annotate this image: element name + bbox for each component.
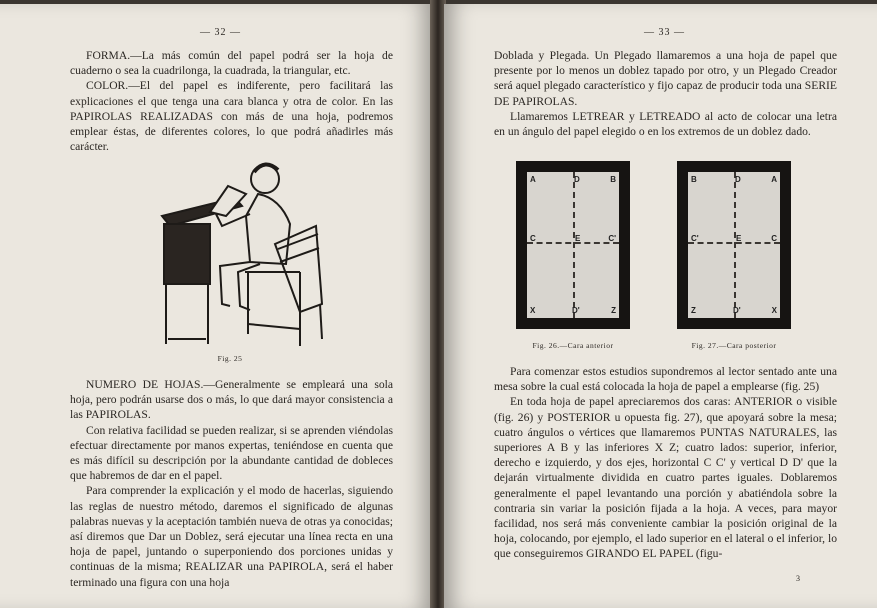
point-label: A: [771, 175, 777, 184]
point-label: A: [530, 175, 536, 184]
right-page: [444, 4, 877, 608]
point-label: Z: [691, 306, 696, 315]
point-label: D: [735, 175, 741, 184]
paragraph-comprender: Para comprender la explicación y el modo de hacerlas, siguiendo las reglas de nuestro método, daremos el significado de algunas palabras nuevas y la aceptación también nueva de otras ya conocidas; así diremos que Dar un Doblez, será ejecutar una línea recta en una hoja de papel, juntando o superponiendo dos porciones unidas y continuas de la misma; REALIZAR una PAPIROLA, será el haber terminado una figura con una hoja: [70, 484, 393, 589]
point-label: C': [608, 234, 616, 243]
point-label: X: [530, 306, 536, 315]
text-block-top: [494, 48, 837, 139]
text-block-top: [70, 48, 393, 154]
page-number: — 32 —: [200, 27, 241, 38]
page-number: — 33 —: [644, 27, 685, 38]
paragraph-color: COLOR.—El del papel es indiferente, pero facilitará las explicaciones el que tenga una cara blanca y otra de color. En las PAPIROLAS REALIZADAS con más de una hoja, podremos emplear éstas, de diferentes colores, lo que podrá añadirles más carácter.: [70, 79, 393, 154]
point-label: Z: [611, 306, 616, 315]
paragraph-numero-de-hojas: NUMERO DE HOJAS.—Generalmente se empleará una sola hoja, pero podrán usarse dos o más, lo que dará mayor consistencia a las PAPIROLAS.: [70, 378, 393, 422]
signature-mark: 3: [796, 574, 800, 583]
paragraph-relativa: Con relativa facilidad se pueden realizar, si se aprenden viéndolas efectuar directamente por manos expertas, teniéndose en cuenta que es más difícil su descripción por la abundante cantidad de dobleces que habremos de dar en el papel.: [70, 423, 393, 483]
paragraph-doblada: Doblada y Plegada. Un Plegado llamaremos a una hoja de papel que presente por lo menos un doblez tapado por otro, y un Plegado Creador será aquel plegado característico y fijo capaz de producir toda una SERIE DE PAPIROLAS.: [494, 49, 837, 108]
paragraph-toda-hoja: En toda hoja de papel apreciaremos dos caras: ANTERIOR o visible (fig. 26) y POSTERIOR u opuesta fig. 27), que apoyará sobre la mesa; cuatro ángulos o vértices que llamaremos PUNTAS NATURALES, las superiores A B y las inferiores X Z; cuatro lados: superior, inferior, derecho e izquierdo, y dos ejes, horizontal C C' y vertical D D' que la dejarán virtualmente dividida en cuatro partes iguales. Doblaremos generalmente el papel levantando una porción y abatiéndola sobre la contraria sin variar la posición fijada a la hoja. A veces, para mayor facilidad, nos será más conveniente cambiar la posición original de la hoja, colocando, por ejemplo, el lado superior en el lateral o el inferior, lo que conseguiremos GIRANDO EL PAPEL (figu-: [494, 395, 837, 561]
point-label: D: [574, 175, 580, 184]
figure-caption-25: Fig. 25: [217, 354, 243, 363]
text-block-bottom: [70, 377, 393, 590]
paragraph-forma: FORMA.—La más común del papel podrá ser la hoja de cuaderno o sea la cuadrilonga, la cuadrada, la triangular, etc.: [70, 49, 393, 78]
point-label: E: [736, 234, 742, 243]
desk-illustration: [150, 154, 330, 349]
figure-26-front-face: [516, 161, 630, 329]
figure-27-back-face: [677, 161, 791, 329]
point-label: B: [610, 175, 616, 184]
point-label: E: [575, 234, 581, 243]
point-label: C': [691, 234, 699, 243]
point-label: C: [771, 234, 777, 243]
point-label: D': [733, 306, 741, 315]
paragraph-comenzar: Para comenzar estos estudios supondremos al lector sentado ante una mesa sobre la cual está colocada la hoja de papel a emplearse (fig. 25): [494, 365, 837, 394]
figure-caption-26: Fig. 26.—Cara anterior: [532, 341, 614, 350]
paragraph-letrear: Llamaremos LETREAR y LETREADO al acto de colocar una letra en un ángulo del papel elegido o en los extremos de un doblez dado.: [494, 109, 837, 139]
point-label: B: [691, 175, 697, 184]
text-block-bottom: [494, 364, 837, 562]
point-label: X: [771, 306, 777, 315]
left-page: [0, 4, 432, 608]
point-label: D': [572, 306, 580, 315]
point-label: C: [530, 234, 536, 243]
figure-caption-27: Fig. 27.—Cara posterior: [691, 341, 777, 350]
